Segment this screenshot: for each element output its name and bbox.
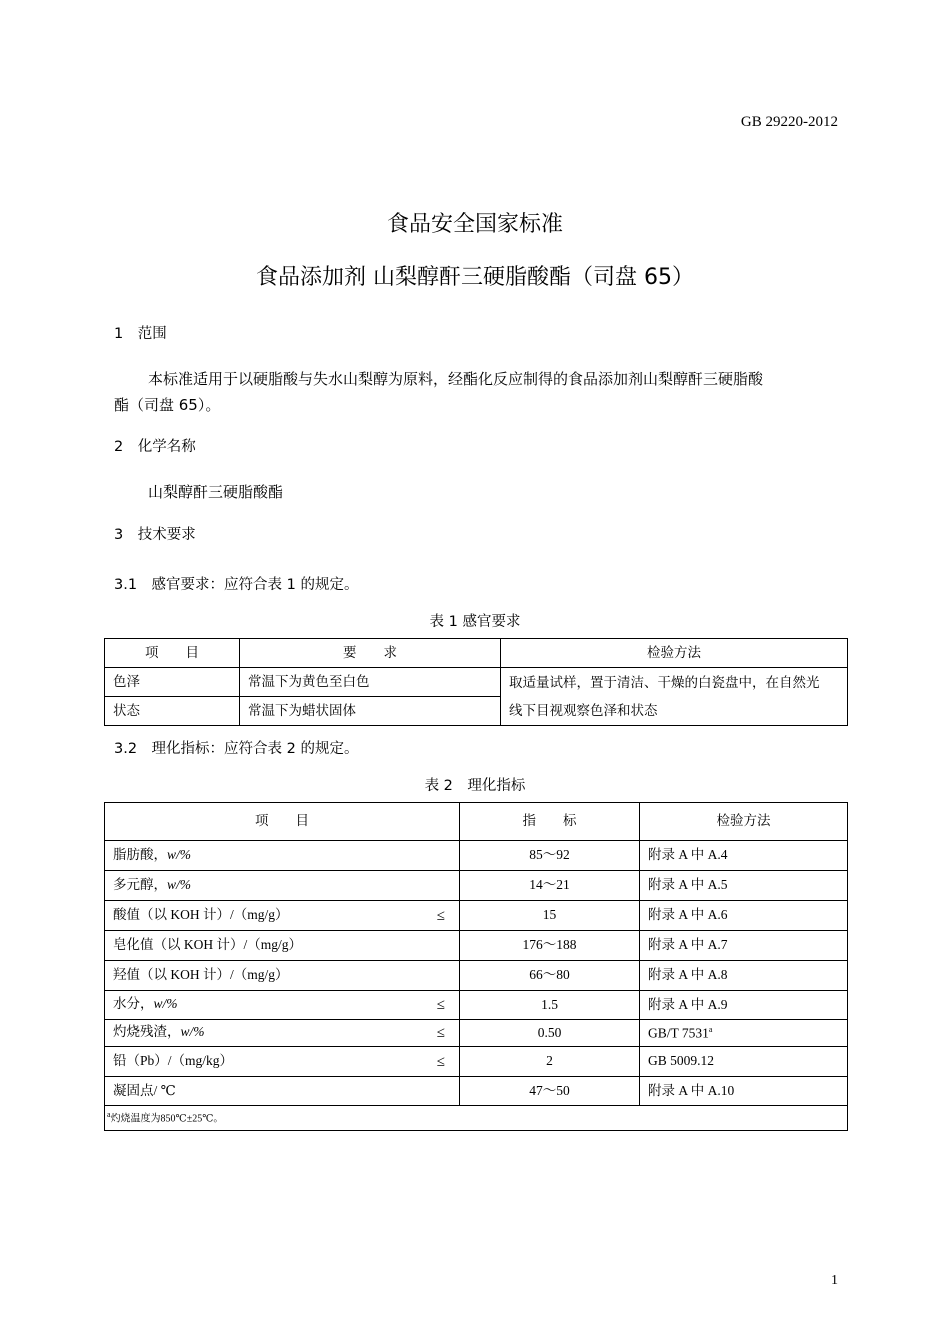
item-unit: w/% [167,847,192,863]
table-1-header-item: 项 目 [105,639,240,668]
table-2-item [105,901,460,931]
footnote-mark: a [107,1110,111,1120]
table-1-item-color: 色泽 [105,668,240,697]
table-2-method: 附录 A 中 A.7 [640,931,848,961]
document-title: 食品安全国家标准 [386,212,563,237]
document-subtitle: 食品添加剂 山梨醇酐三硬脂酸酯（司盘 65） [256,265,694,290]
table-1-method-line1: 取适量试样，置于清洁、干燥的白瓷盘中，在自然光 [509,674,820,690]
standard-number: GB 29220-2012 [740,114,838,130]
table-2-method: 附录 A 中 A.9 [640,991,848,1020]
table-2-value: 176～188 [460,931,640,961]
table-1-sensory [104,638,848,726]
section-3-1-heading: 3.1 感官要求：应符合表 1 的规定。 [114,577,359,593]
table-row [105,1077,848,1106]
section-3-2-heading: 3.2 理化指标：应符合表 2 的规定。 [114,741,359,757]
table-2-item [105,961,460,991]
table-row [105,871,848,901]
table-2-method: 附录 A 中 A.8 [640,961,848,991]
table-2-method [640,1020,848,1047]
table-2-header-method: 检验方法 [640,803,848,841]
le-sign: ≤ [436,1025,445,1041]
table-row [105,1020,848,1047]
item-name: 羟值（以 KOH 计）/（mg/g） [113,967,289,983]
item-name: 灼烧残渣， [113,1024,181,1039]
table-2-item [105,991,460,1020]
table-2-value: 1.5 [460,991,640,1020]
table-2-value: 2 [460,1047,640,1077]
table-2-item [105,1047,460,1077]
table-2-item [105,1077,460,1106]
table-2-value: 14～21 [460,871,640,901]
section-3-heading: 3 技术要求 [114,527,196,543]
item-unit: w/% [167,877,192,893]
le-sign: ≤ [436,907,445,924]
item-name: 多元醇， [113,877,167,893]
section-2-heading: 2 化学名称 [114,439,196,455]
table-2-header-item: 项 目 [105,803,460,841]
table-2-item [105,931,460,961]
table-1-method-line2: 线下目视观察色泽和状态 [509,702,658,718]
table-row [105,841,848,871]
table-2-value: 47～50 [460,1077,640,1106]
footnote-ref: a [708,1024,713,1034]
item-name: 酸值（以 KOH 计）/（mg/g） [113,906,289,922]
table-1-req-state: 常温下为蜡状固体 [240,697,501,726]
page-number: 1 [831,1273,838,1288]
table-2-footnote-row [105,1106,848,1131]
method-text: GB/T 7531 [648,1025,709,1041]
table-2-method: GB 5009.12 [640,1047,848,1077]
table-1-caption: 表 1 感官要求 [429,614,521,630]
table-2-value: 0.50 [460,1020,640,1047]
le-sign: ≤ [436,997,445,1013]
table-row [105,991,848,1020]
table-2-caption: 表 2 理化指标 [424,778,526,794]
table-2-method: 附录 A 中 A.4 [640,841,848,871]
table-1-item-state: 状态 [105,697,240,726]
chemical-name: 山梨醇酐三硬脂酸酯 [148,483,284,501]
table-1-method [501,668,848,726]
item-name: 凝固点/ ℃ [113,1082,176,1098]
table-row [105,668,848,697]
item-name: 铅（Pb）/（mg/kg） [113,1052,234,1068]
table-1-header-row [105,639,848,668]
table-2-value: 66～80 [460,961,640,991]
table-2-method: 附录 A 中 A.5 [640,871,848,901]
item-unit: w/% [180,1024,205,1039]
item-name: 皂化值（以 KOH 计）/（mg/g） [113,937,302,953]
table-2-item [105,871,460,901]
table-row [105,1047,848,1077]
table-1-header-requirement: 要 求 [240,639,501,668]
section-1-paragraph-line1: 本标准适用于以硬脂酸与失水山梨醇为原料，经酯化反应制得的食品添加剂山梨醇酐三硬脂酸 [148,370,764,388]
table-2-header-index: 指 标 [460,803,640,841]
section-1-paragraph-line2: 酯（司盘 65）。 [114,396,221,414]
table-2-method: 附录 A 中 A.10 [640,1077,848,1106]
table-row [105,901,848,931]
item-unit: w/% [153,996,178,1011]
table-2-header-row [105,803,848,841]
table-2-item [105,1020,460,1047]
table-row [105,961,848,991]
table-2-footnote [105,1106,848,1131]
footnote-text: 灼烧温度为850℃±25℃。 [110,1113,224,1125]
table-2-value: 85～92 [460,841,640,871]
item-name: 水分， [113,996,154,1011]
table-1-header-method: 检验方法 [501,639,848,668]
table-2-physicochemical [104,802,848,1131]
le-sign: ≤ [436,1053,445,1070]
item-name: 脂肪酸， [113,847,167,863]
table-2-method: 附录 A 中 A.6 [640,901,848,931]
table-2-value: 15 [460,901,640,931]
section-1-heading: 1 范围 [114,326,167,342]
table-row [105,931,848,961]
table-2-item [105,841,460,871]
table-1-req-color: 常温下为黄色至白色 [240,668,501,697]
